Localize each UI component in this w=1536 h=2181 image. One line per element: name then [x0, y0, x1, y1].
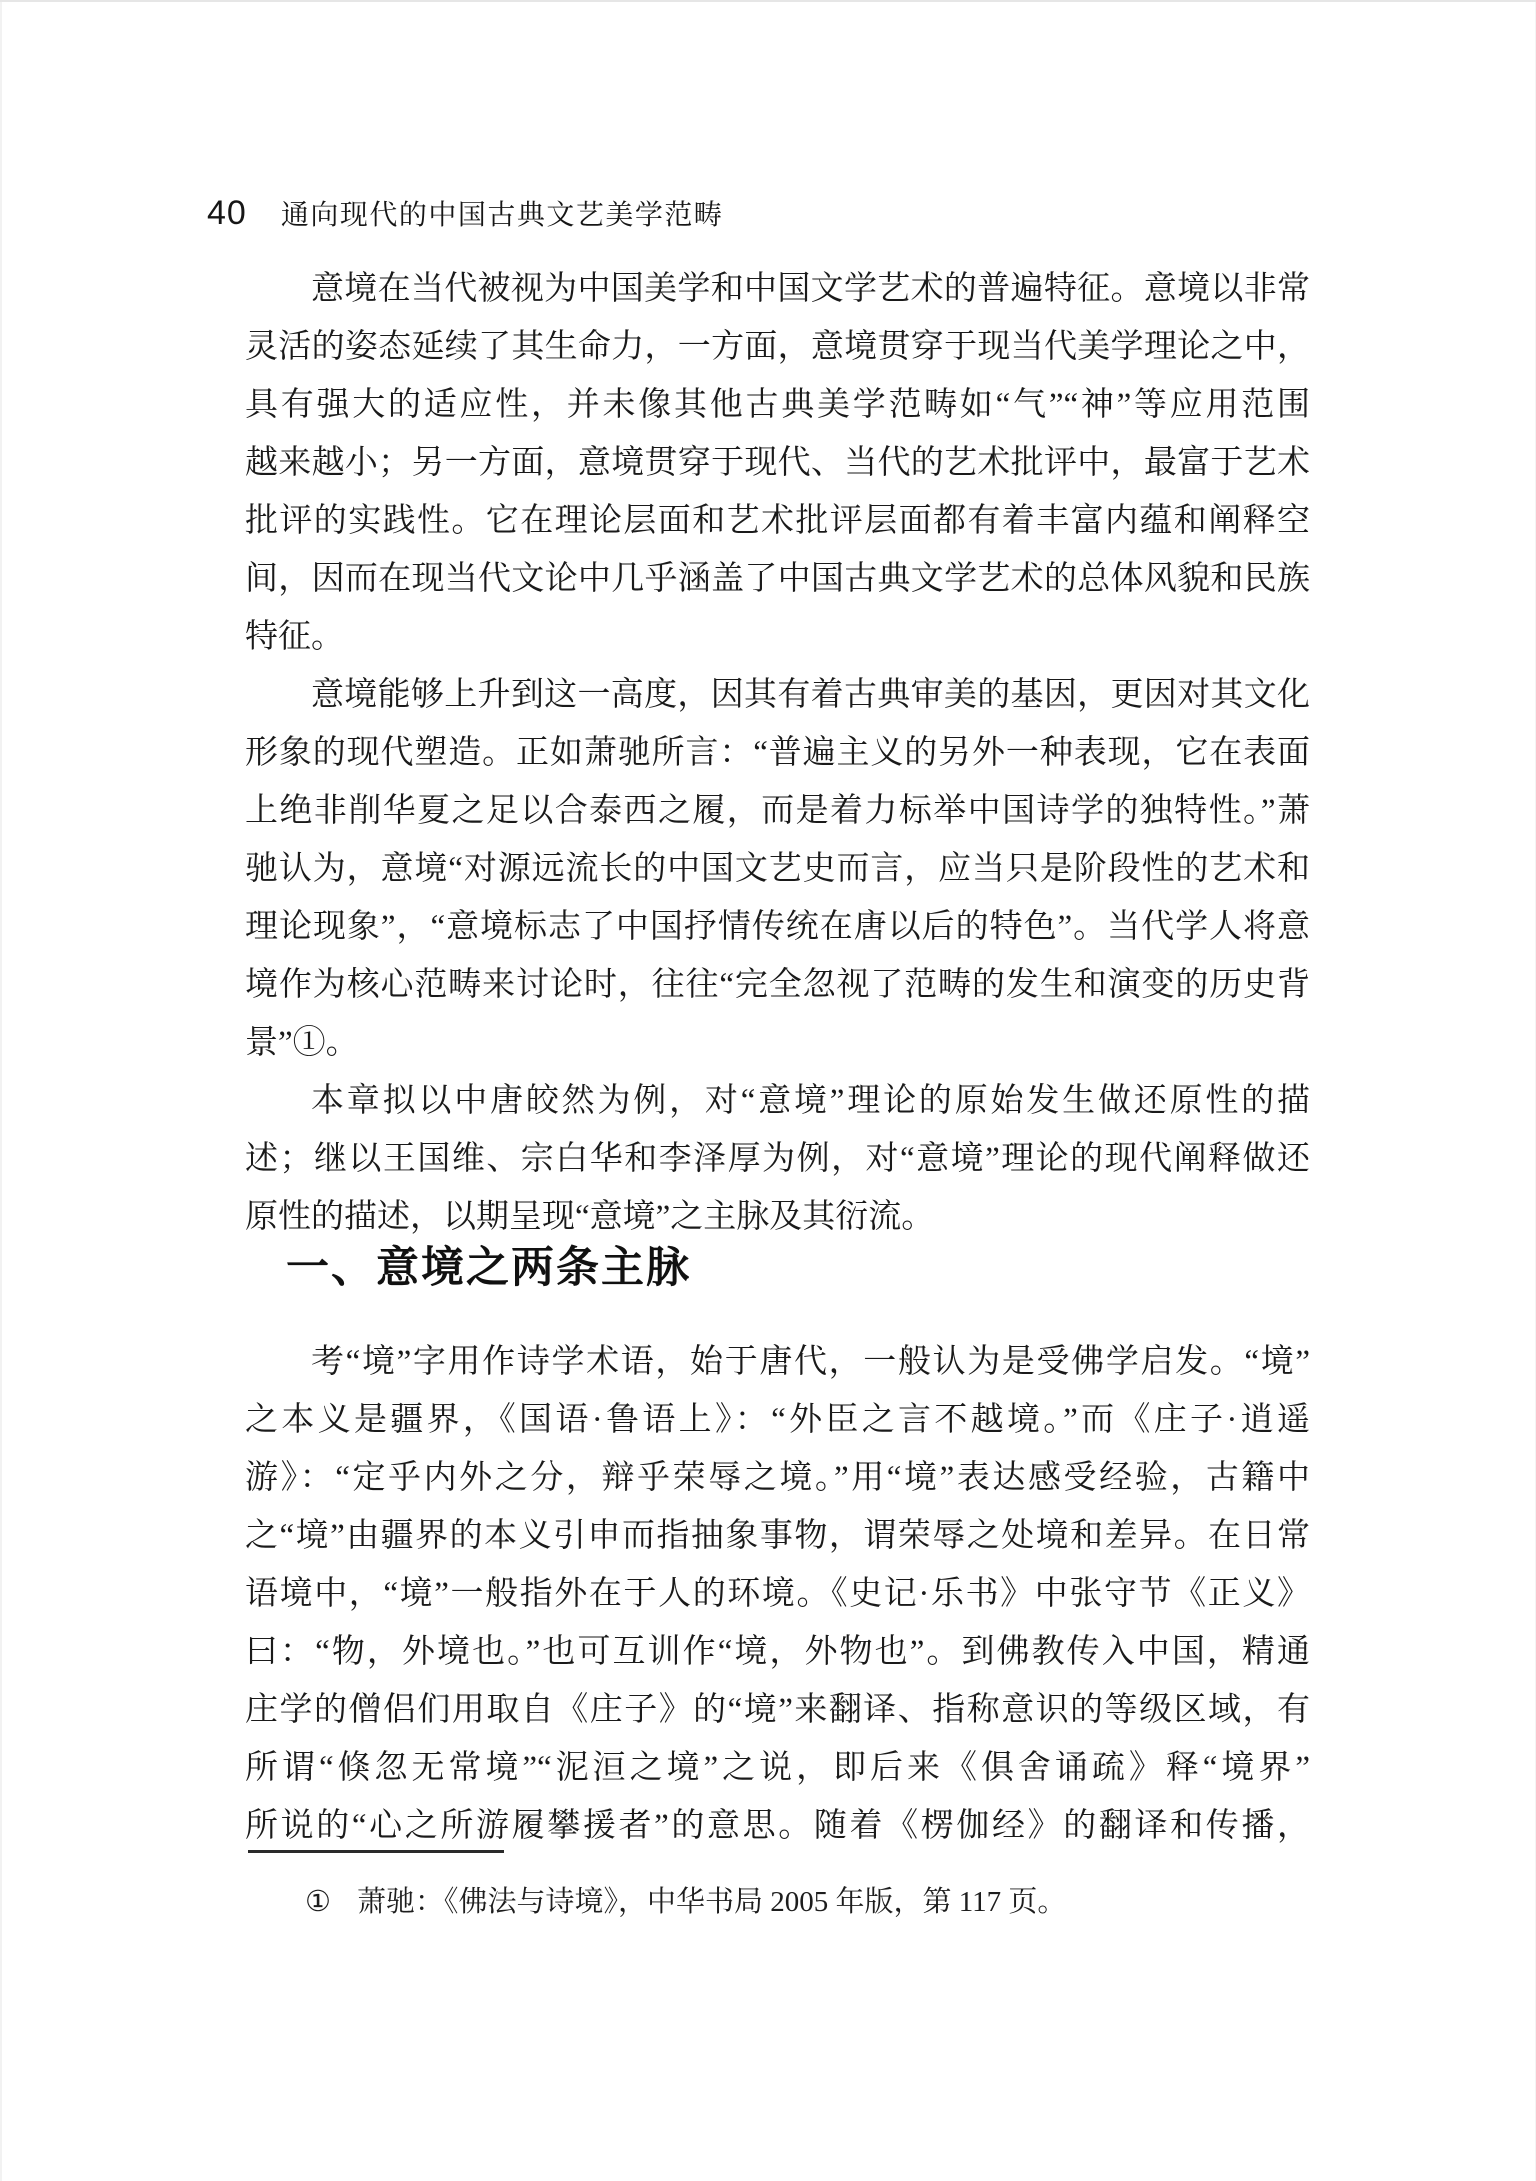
text-line: 境作为核心范畴来讨论时，往往“完全忽视了范畴的发生和演变的历史背	[245, 967, 1310, 1003]
running-header	[207, 196, 723, 232]
text-line: 所谓“倏忽无常境”“泥洹之境”之说，即后来《俱舍诵疏》释“境界”	[245, 1750, 1310, 1786]
text-line: 批评的实践性。它在理论层面和艺术批评层面都有着丰富内蕴和阐释空	[245, 503, 1310, 539]
text-line: 意境在当代被视为中国美学和中国文学艺术的普遍特征。意境以非常	[311, 271, 1310, 307]
section-heading: 一、意境之两条主脉	[286, 1244, 691, 1292]
text-line: 理论现象”，“意境标志了中国抒情传统在唐以后的特色”。当代学人将意	[245, 909, 1310, 945]
footnote-separator	[248, 1850, 504, 1853]
footnote-marker: ①	[305, 1886, 331, 1918]
text-line: 具有强大的适应性，并未像其他古典美学范畴如“气”“神”等应用范围	[245, 387, 1310, 423]
text-line: 曰：“物，外境也。”也可互训作“境，外物也”。到佛教传入中国，精通	[245, 1634, 1310, 1670]
paragraph-3	[245, 1072, 1310, 1246]
text-line: 灵活的姿态延续了其生命力，一方面，意境贯穿于现当代美学理论之中，	[245, 329, 1310, 365]
text-line: 语境中，“境”一般指外在于人的环境。《史记·乐书》中张守节《正义》	[245, 1576, 1310, 1612]
running-title: 通向现代的中国古典文艺美学范畴	[280, 199, 724, 230]
text-line: 间，因而在现当代文论中几乎涵盖了中国古典文学艺术的总体风貌和民族	[245, 561, 1310, 597]
text-line: 述；继以王国维、宗白华和李泽厚为例，对“意境”理论的现代阐释做还	[245, 1141, 1310, 1177]
text-line: 特征。	[245, 619, 344, 655]
text-line: 之本义是疆界，《国语·鲁语上》：“外臣之言不越境。”而《庄子·逍遥	[245, 1402, 1310, 1438]
text-line: 景”①。	[245, 1025, 359, 1061]
text-line: 之“境”由疆界的本义引申而指抽象事物，谓荣辱之处境和差异。在日常	[245, 1518, 1310, 1554]
text-line: 形象的现代塑造。正如萧驰所言：“普遍主义的另外一种表现，它在表面	[245, 735, 1310, 771]
text-line: 原性的描述，以期呈现“意境”之主脉及其衍流。	[245, 1199, 935, 1235]
text-line: 游》：“定乎内外之分，辩乎荣辱之境。”用“境”表达感受经验，古籍中	[245, 1460, 1310, 1496]
paragraph-2	[245, 666, 1310, 1072]
text-line: 上绝非削华夏之足以合泰西之履，而是着力标举中国诗学的独特性。”萧	[245, 793, 1310, 829]
text-line: 驰认为，意境“对源远流长的中国文艺史而言，应当只是阶段性的艺术和	[245, 851, 1310, 887]
footnote	[305, 1880, 1305, 1924]
text-line: 本章拟以中唐皎然为例，对“意境”理论的原始发生做还原性的描	[311, 1083, 1310, 1119]
text-line: 所说的“心之所游履攀援者”的意思。随着《楞伽经》的翻译和传播，	[245, 1808, 1310, 1844]
text-line: 考“境”字用作诗学术语，始于唐代，一般认为是受佛学启发。“境”	[311, 1344, 1310, 1380]
page-number: 40	[207, 194, 247, 232]
footnote-text: 萧驰：《佛法与诗境》，中华书局 2005 年版，第 117 页。	[357, 1886, 1067, 1918]
paragraph-4	[245, 1333, 1310, 1855]
text-line: 越来越小；另一方面，意境贯穿于现代、当代的艺术批评中，最富于艺术	[245, 445, 1310, 481]
paragraph-1	[245, 260, 1310, 666]
text-line: 庄学的僧侣们用取自《庄子》的“境”来翻译、指称意识的等级区域，有	[245, 1692, 1310, 1728]
text-line: 意境能够上升到这一高度，因其有着古典审美的基因，更因对其文化	[311, 677, 1310, 713]
